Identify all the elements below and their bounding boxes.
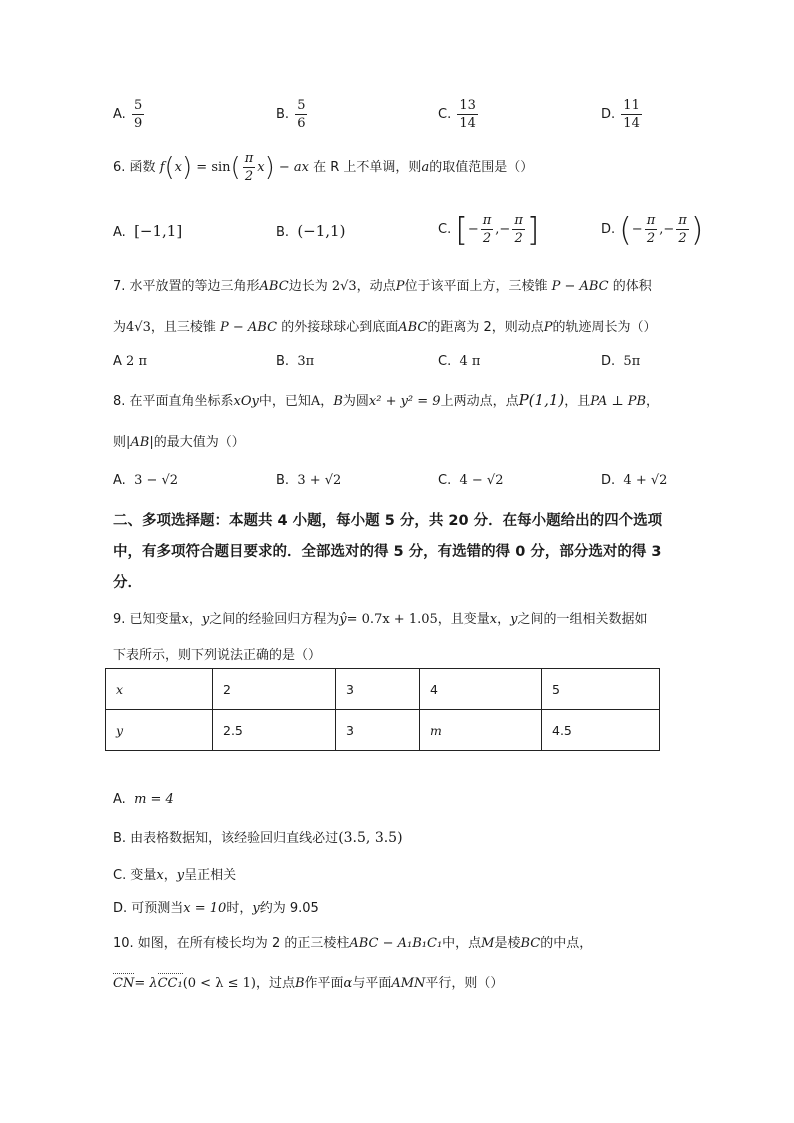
- table-row: x 2 3 4 5: [106, 669, 660, 710]
- q5-option-a[interactable]: A. $\frac{5}{9}$: [113, 98, 143, 131]
- q9-option-b[interactable]: B. 由表格数据知，该经验回归直线必过(3.5, 3.5): [113, 830, 403, 846]
- vector-cn: CN: [113, 976, 135, 991]
- data-table: [105, 668, 660, 751]
- q5-option-b[interactable]: B. $\frac{5}{6}$: [276, 98, 306, 131]
- q9-line-2: 下表所示，则下列说法正确的是（）: [113, 648, 322, 663]
- q10-line-2: CN= λCC₁(0 < λ ≤ 1)，过点B作平面α与平面AMN平行，则（）: [113, 976, 504, 991]
- vector-cc1: CC₁: [157, 976, 183, 991]
- fraction: $\frac{\pi}{2}$: [514, 213, 523, 246]
- section-heading-line-2: 中，有多项符合题目要求的．全部选对的得 5 分，有选错的得 0 分，部分选对的得 3: [113, 544, 662, 560]
- q8-option-d[interactable]: D. 4 + √2: [601, 473, 668, 488]
- q7-option-c[interactable]: C. 4 π: [438, 354, 481, 369]
- q7-option-a[interactable]: A 2 π: [113, 354, 147, 369]
- fraction: $\frac{5}{6}$: [297, 98, 306, 131]
- q5-option-c[interactable]: C. $\frac{13}{14}$: [438, 98, 476, 131]
- q8-option-c[interactable]: C. 4 − √2: [438, 473, 504, 488]
- section-heading-line-3: 分．: [113, 575, 142, 591]
- q7-option-d[interactable]: D. 5π: [601, 354, 641, 369]
- table-row: y 2.5 3 m 4.5: [106, 710, 660, 751]
- q7-line-2: 为4√3，且三棱锥 P − ABC 的外接球球心到底面ABC的距离为 2，则动点P的轨迹周长为（）: [113, 320, 657, 335]
- q6-option-c[interactable]: C. [− $\frac{\pi}{2}$ ,− $\frac{\pi}{2}$ ]: [438, 210, 540, 249]
- q7-option-b[interactable]: B. 3π: [276, 354, 315, 369]
- fraction: $\frac{5}{9}$: [133, 98, 143, 131]
- q8-option-a[interactable]: A. 3 − √2: [113, 473, 179, 488]
- fraction: $\frac{13}{14}$: [459, 98, 476, 131]
- q6-option-a[interactable]: A. [−1,1]: [113, 222, 183, 240]
- fraction: $\frac{\pi}{2}$: [482, 213, 492, 246]
- fraction: $\frac{\pi}{2}$: [646, 213, 656, 246]
- q6-stem: 6. 函数 f(x) = sin( $\frac{\pi}{2}$ x) − ax 在 R 上不单调，则a的取值范围是（）: [113, 151, 534, 184]
- q8-option-b[interactable]: B. 3 + √2: [276, 473, 342, 488]
- section-heading-line-1: 二、多项选择题：本题共 4 小题，每小题 5 分，共 20 分．在每小题给出的四个选项: [113, 513, 663, 529]
- q10-line-1: 10. 如图，在所有棱长均为 2 的正三棱柱ABC − A₁B₁C₁中，点M是棱BC的中点，: [113, 936, 593, 951]
- q8-line-1: 8. 在平面直角坐标系xOy中，已知A，B为圆x² + y² = 9上两动点，点P(1,1)，且PA ⊥ PB，: [113, 391, 660, 409]
- fraction: $\frac{\pi}{2}$: [244, 151, 254, 184]
- q9-option-a[interactable]: A. m = 4: [113, 792, 174, 807]
- q9-option-d[interactable]: D. 可预测当x = 10时，y约为 9.05: [113, 901, 319, 916]
- q9-line-1: 9. 已知变量x，y之间的经验回归方程为ŷ= 0.7x + 1.05，且变量x，y之间的一组相关数据如: [113, 612, 648, 627]
- q7-line-1: 7. 水平放置的等边三角形ABC边长为 2√3，动点P位于该平面上方，三棱锥 P − ABC 的体积: [113, 279, 652, 294]
- q9-option-c[interactable]: C. 变量x，y呈正相关: [113, 868, 237, 883]
- q8-line-2: 则|AB|的最大值为（）: [113, 435, 245, 450]
- q6-option-b[interactable]: B. (−1,1): [276, 222, 346, 240]
- q5-option-d[interactable]: D. $\frac{11}{14}$: [601, 98, 640, 131]
- fraction: $\frac{\pi}{2}$: [678, 213, 687, 246]
- fraction: $\frac{11}{14}$: [623, 98, 640, 131]
- q6-option-d[interactable]: D. (− $\frac{\pi}{2}$ ,− $\frac{\pi}{2}$ ): [601, 210, 704, 249]
